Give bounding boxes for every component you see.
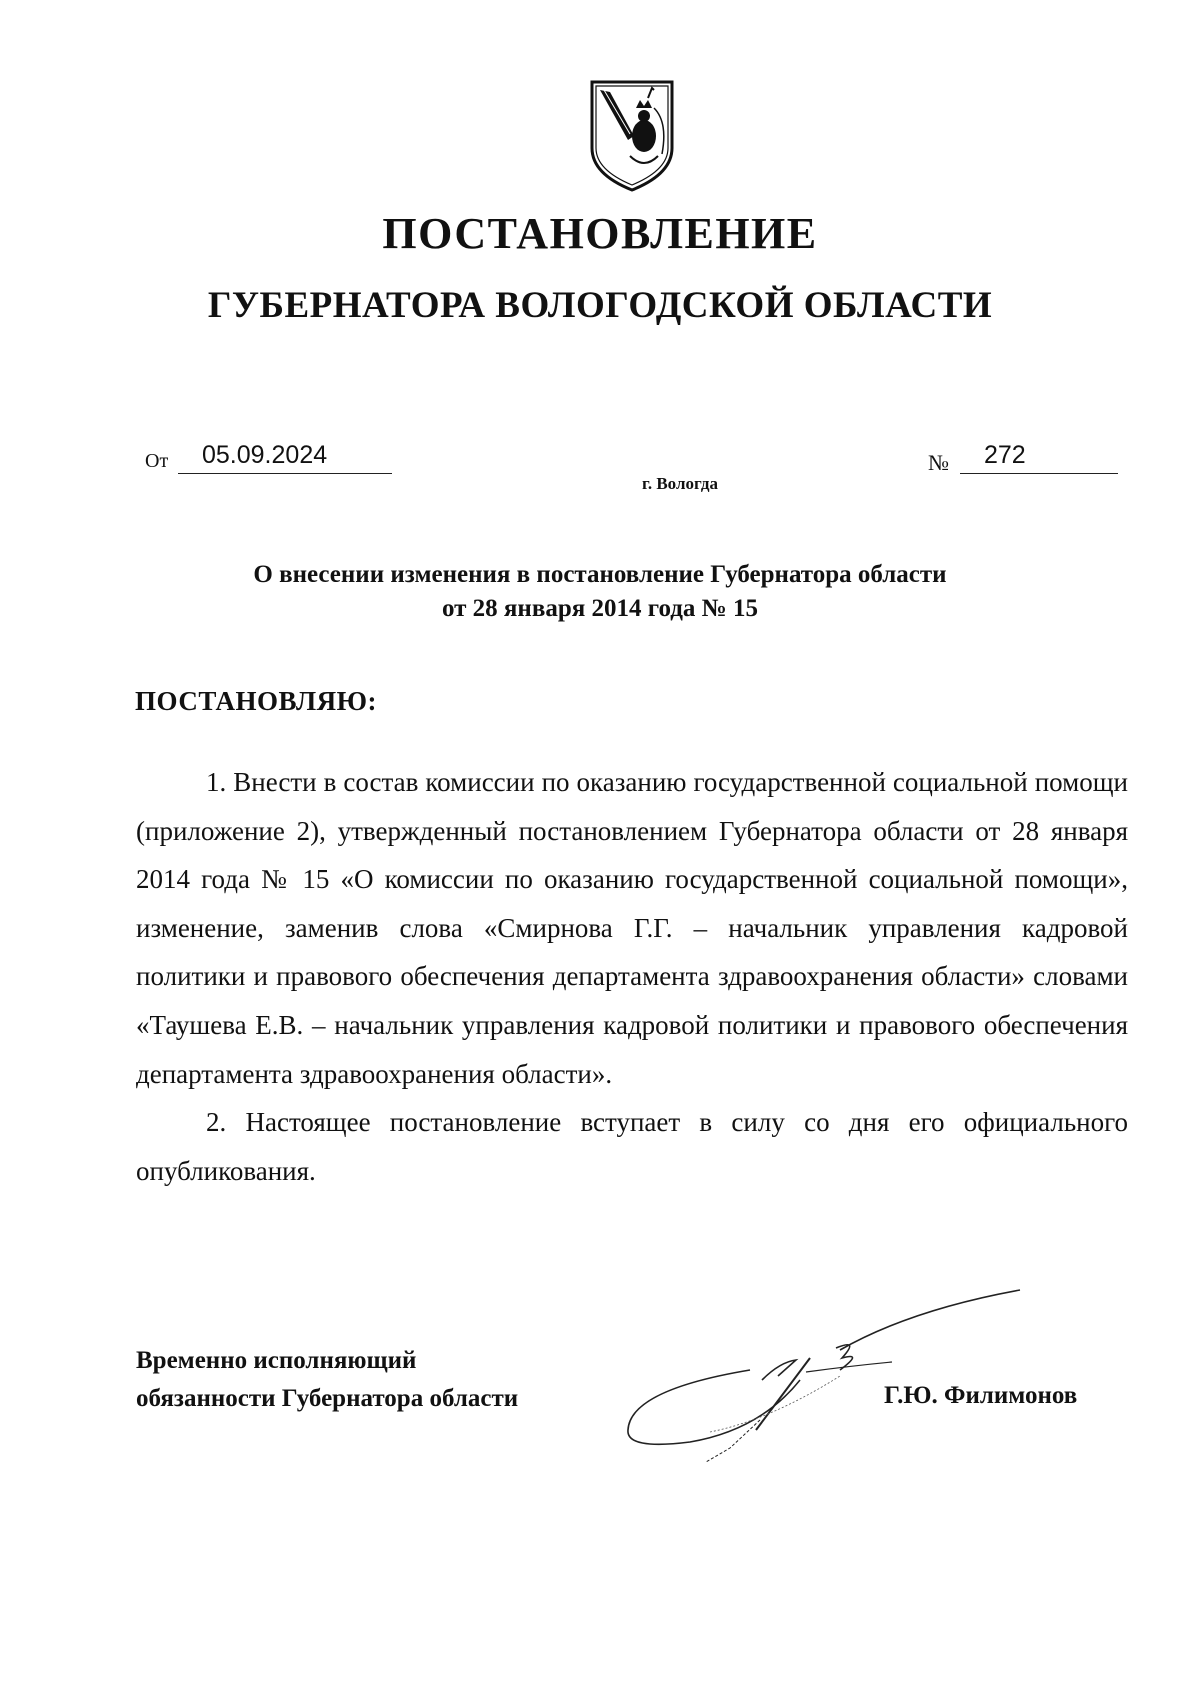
- subject-line-1: О внесении изменения в постановление Губернатора области: [253, 561, 947, 588]
- signer-position-line-1: Временно исполняющий: [136, 1347, 417, 1374]
- signer-position-line-2: обязанности Губернатора области: [136, 1385, 519, 1412]
- document-title: ПОСТАНОВЛЕНИЕ: [382, 209, 818, 258]
- paragraph-1: 1. Внести в состав комиссии по оказанию государственной социальной помощи (приложение 2), утвержденный постановлением Губернатора области от 28 января 2014 года № 15 «О комиссии по оказанию государственной социальной помощи», изменение, заменив слова «Смирнова Г.Г. – начальник управления кадровой политики и правового обеспечения департамента здравоохранения области» словами «Таушева Е.В. – начальник управления кадровой политики и правового обеспечения департамента здравоохранения области».: [136, 767, 1128, 1089]
- document-date: 05.09.2024: [178, 440, 392, 474]
- document-body: [136, 758, 1128, 1195]
- date-prefix: От: [145, 450, 169, 472]
- document-number: 272: [960, 440, 1118, 474]
- document-subject: [0, 558, 1200, 626]
- number-prefix: №: [928, 450, 949, 475]
- document-city: г. Вологда: [642, 474, 718, 493]
- decree-word: ПОСТАНОВЛЯЮ:: [135, 686, 377, 716]
- signer-position: [136, 1342, 518, 1418]
- document-issuer: ГУБЕРНАТОРА ВОЛОГОДСКОЙ ОБЛАСТИ: [207, 285, 993, 326]
- handwritten-signature-icon: [610, 1280, 1030, 1480]
- paragraph-2: 2. Настоящее постановление вступает в силу со дня его официального опубликования.: [136, 1107, 1128, 1186]
- vologda-coat-of-arms-icon: [588, 78, 676, 194]
- subject-line-2: от 28 января 2014 года № 15: [441, 595, 759, 622]
- signer-name: Г.Ю. Филимонов: [884, 1382, 1078, 1409]
